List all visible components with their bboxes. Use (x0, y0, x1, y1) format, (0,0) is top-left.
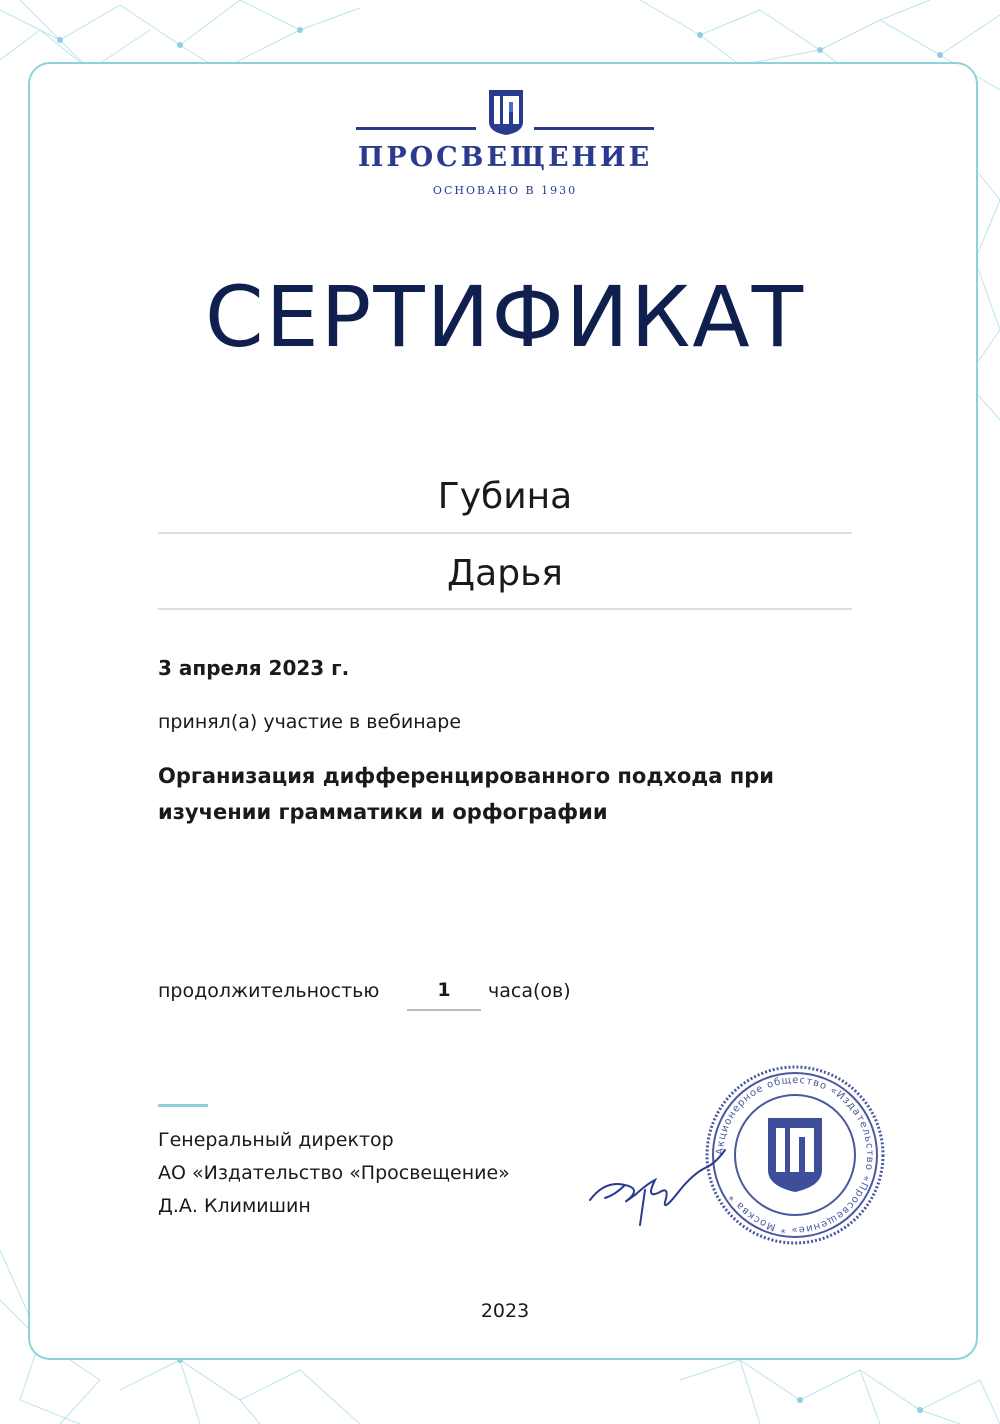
event-date: 3 апреля 2023 г. (158, 656, 350, 680)
duration-label: продолжительностью (158, 980, 380, 1002)
duration-value: 1 (407, 979, 481, 1011)
company-seal (700, 1060, 890, 1250)
recipient-first-name: Дарья (447, 553, 563, 594)
publisher-logo (0, 0, 1000, 210)
publisher-name: ПРОСВЕЩЕНИЕ (357, 142, 653, 173)
signer-name: Д.А. Климишин (158, 1195, 311, 1217)
first-name-underline (158, 608, 852, 610)
signer-company: АО «Издательство «Просвещение» (158, 1162, 510, 1184)
signature-accent-dash (158, 1104, 208, 1107)
publisher-emblem-icon (487, 88, 525, 136)
certificate-title: СЕРТИФИКАТ (204, 268, 806, 366)
seal-ring-text: Акционерное общество «Издательство «Просвещение» * Москва * (714, 1074, 876, 1236)
duration-unit: часа(ов) (488, 980, 571, 1002)
logo-line-right (534, 127, 654, 130)
recipient-surname: Губина (437, 476, 573, 517)
certificate-year: 2023 (480, 1300, 530, 1322)
seal-emblem-icon (768, 1118, 822, 1192)
signer-block (158, 1124, 510, 1223)
webinar-title (158, 758, 858, 830)
signer-position: Генеральный директор (158, 1129, 394, 1151)
publisher-founded: ОСНОВАНО В 1930 (432, 184, 578, 197)
logo-line-left (356, 127, 476, 130)
surname-underline (158, 532, 852, 534)
webinar-title-line-1: Организация дифференцированного подхода при (158, 764, 774, 788)
webinar-title-line-2: изучении грамматики и орфографии (158, 800, 608, 824)
participation-text: принял(а) участие в вебинаре (158, 711, 462, 733)
